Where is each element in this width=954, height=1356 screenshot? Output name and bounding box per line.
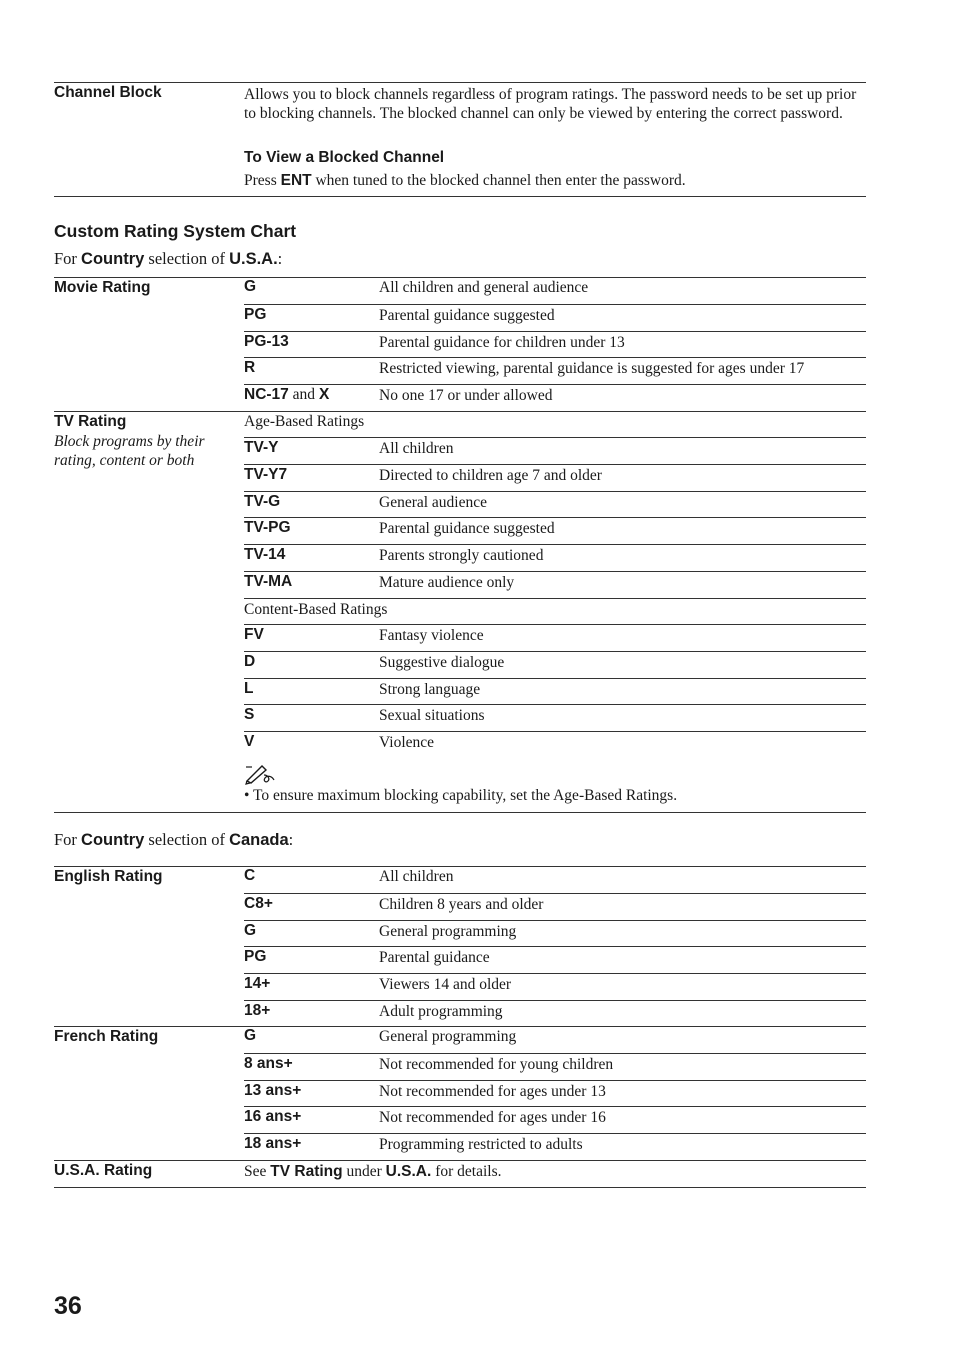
rating-row [244, 704, 866, 725]
rating-description: All children [379, 440, 454, 457]
rating-row [244, 331, 866, 351]
usa-intro [54, 249, 282, 269]
rating-description: All children and general audience [379, 279, 589, 296]
rating-code-text: D [244, 652, 256, 670]
rating-code-text: TV-PG [244, 519, 291, 537]
rating-code-text: 13 ans+ [244, 1081, 302, 1099]
rating-description: Parental guidance [379, 949, 490, 967]
rating-description: Strong language [379, 680, 481, 698]
rating-description: Children 8 years and older [379, 895, 544, 913]
rating-row [244, 651, 866, 671]
rating-description: Suggestive dialogue [379, 653, 505, 671]
rating-description: All children [379, 868, 454, 885]
rating-row [244, 920, 866, 940]
rating-code [244, 333, 289, 351]
rating-description: Adult programming [379, 1003, 503, 1020]
divider [54, 866, 866, 867]
divider [54, 812, 866, 813]
rating-row [244, 946, 866, 967]
page-number: 36 [54, 1292, 82, 1320]
usa-rating-table [54, 277, 866, 813]
rating-code-text: C8+ [244, 894, 273, 912]
under-text: under [342, 1163, 386, 1180]
rating-code [244, 1108, 301, 1126]
rating-code-text: 14+ [244, 975, 271, 993]
chart-heading: Custom Rating System Chart [54, 221, 297, 241]
rating-code [244, 653, 255, 671]
rating-code [244, 439, 278, 457]
rating-code [244, 546, 285, 564]
rating-code [244, 1027, 256, 1045]
intro-for: For [54, 249, 82, 268]
usa-rating-reference [244, 1163, 501, 1181]
rating-code-text: C [244, 867, 256, 884]
rating-description: General programming [379, 1028, 517, 1045]
intro-country: Country [81, 250, 145, 268]
rating-description: Not recommended for young children [379, 1055, 614, 1073]
rating-code [244, 278, 256, 296]
rating-code-text: R [244, 359, 256, 377]
intro-usa: U.S.A. [229, 250, 278, 268]
rating-code [244, 1002, 270, 1020]
rating-row [244, 1053, 866, 1073]
rating-row [244, 893, 866, 913]
view-blocked-channel-heading: To View a Blocked Channel [244, 149, 445, 166]
rating-code-text: TV-MA [244, 572, 293, 590]
canada-intro [54, 830, 293, 850]
intro-colon: : [277, 249, 283, 268]
rating-row [244, 384, 866, 404]
rating-row [244, 1080, 866, 1100]
rating-row [244, 437, 866, 457]
intro-selection: selection of [144, 249, 230, 268]
rating-row [244, 304, 866, 324]
rating-code [244, 573, 292, 591]
details-text: for details. [431, 1163, 502, 1180]
see-text: See [244, 1163, 271, 1180]
intro-selection: selection of [144, 830, 230, 849]
english-rating-label: English Rating [54, 868, 163, 885]
rating-description: Not recommended for ages under 13 [379, 1082, 606, 1100]
channel-block-section [54, 82, 866, 197]
rating-code-text: NC-17 [244, 386, 289, 403]
rating-description: Directed to children age 7 and older [379, 466, 602, 484]
intro-colon: : [288, 830, 294, 849]
divider [54, 1187, 866, 1188]
rating-row [244, 464, 866, 484]
rating-description: Parental guidance for children under 13 [379, 333, 625, 351]
rating-description: Violence [379, 734, 435, 751]
rating-code [244, 706, 254, 724]
rating-code-and: and [288, 386, 319, 403]
press-text: Press [244, 172, 281, 189]
rating-row [244, 973, 866, 994]
rating-code [244, 948, 266, 966]
rating-code-text: S [244, 706, 255, 724]
rating-row [244, 678, 866, 698]
rating-code-text: PG [244, 305, 267, 323]
rating-code-text: G [244, 921, 257, 939]
rating-code [244, 975, 270, 993]
rating-description: Restricted viewing, parental guidance is suggested for ages under 17 [379, 360, 805, 378]
press-text-end: when tuned to the blocked channel then enter the password. [311, 172, 686, 189]
rating-code-text: TV-Y [244, 439, 279, 456]
rating-code [244, 386, 329, 404]
divider [54, 1026, 866, 1027]
rating-description: Not recommended for ages under 16 [379, 1109, 606, 1127]
rating-row [244, 1106, 866, 1127]
rating-code [244, 626, 264, 644]
movie-rating-label: Movie Rating [54, 279, 151, 296]
rating-code-text: PG [244, 948, 267, 966]
view-blocked-channel-instructions [244, 172, 686, 190]
rating-code-text: 18+ [244, 1002, 271, 1019]
rating-row [244, 731, 866, 751]
rating-description: Sexual situations [379, 707, 485, 725]
rating-code [244, 306, 266, 324]
rating-row [244, 624, 866, 644]
rating-code-text: G [244, 278, 257, 295]
intro-canada: Canada [229, 831, 289, 849]
tv-rating-note: Block programs by their rating, content or both [54, 433, 205, 469]
tv-rating-ref: TV Rating [270, 1163, 343, 1180]
rating-description: Parental guidance suggested [379, 520, 555, 538]
usa-ref: U.S.A. [385, 1163, 432, 1180]
rating-description: No one 17 or under allowed [379, 387, 553, 404]
intro-for: For [54, 830, 82, 849]
rating-description: Viewers 14 and older [379, 976, 512, 994]
rating-code [244, 1135, 301, 1153]
rating-description: Programming restricted to adults [379, 1136, 583, 1154]
rating-description: Parents strongly cautioned [379, 547, 544, 564]
rating-row [244, 491, 866, 511]
rating-code [244, 359, 255, 377]
content-based-heading-row [244, 598, 866, 618]
channel-block-label: Channel Block [54, 84, 162, 101]
rating-description: Parental guidance suggested [379, 306, 555, 324]
divider [54, 411, 866, 412]
tv-rating-tip: • To ensure maximum blocking capability, set the Age-Based Ratings. [244, 787, 678, 804]
french-rating-label: French Rating [54, 1028, 159, 1045]
rating-code [244, 680, 253, 698]
rating-code-text: TV-14 [244, 546, 286, 563]
rating-code-text: V [244, 733, 255, 750]
rating-code-text: TV-Y7 [244, 465, 288, 483]
rating-code [244, 1055, 293, 1073]
rating-row [244, 357, 866, 378]
rating-description: Fantasy violence [379, 627, 484, 644]
rating-code-text: 8 ans+ [244, 1054, 293, 1072]
channel-block-description: Allows you to block channels regardless of program ratings. The password needs to be set up prior to blocking channels. The blocked channel can only be viewed by entering the correct password. [244, 86, 857, 122]
rating-row [244, 517, 866, 538]
rating-code-text: PG-13 [244, 332, 289, 350]
rating-code-text: 18 ans+ [244, 1135, 302, 1153]
rating-code [244, 1082, 301, 1100]
age-based-heading: Age-Based Ratings [244, 413, 365, 430]
rating-description: General audience [379, 493, 488, 511]
rating-code-text: 16 ans+ [244, 1108, 302, 1126]
rating-code-text: TV-G [244, 492, 281, 510]
rating-row [244, 571, 866, 591]
canada-rating-table [54, 866, 866, 1188]
pencil-note-icon [244, 761, 276, 785]
usa-rating-label: U.S.A. Rating [54, 1162, 153, 1179]
rating-code [244, 519, 291, 537]
rating-code [244, 466, 287, 484]
rating-code [244, 493, 280, 511]
tv-rating-label: TV Rating [54, 413, 127, 430]
rating-row [244, 544, 866, 564]
rating-description: Mature audience only [379, 573, 515, 591]
rating-row [244, 1000, 866, 1020]
content-based-heading: Content-Based Ratings [244, 601, 388, 618]
intro-country: Country [81, 831, 145, 849]
rating-code [244, 922, 256, 940]
rating-code-text: X [318, 386, 330, 403]
ent-key: ENT [280, 172, 312, 189]
rating-code [244, 867, 255, 885]
rating-code-text: FV [244, 626, 264, 643]
divider [54, 1160, 866, 1161]
rating-code [244, 733, 254, 751]
rating-code [244, 895, 273, 913]
rating-code-text: G [244, 1027, 257, 1044]
rating-row [244, 1133, 866, 1154]
rating-code-text: L [244, 679, 254, 697]
divider [54, 277, 866, 278]
rating-description: General programming [379, 922, 517, 940]
